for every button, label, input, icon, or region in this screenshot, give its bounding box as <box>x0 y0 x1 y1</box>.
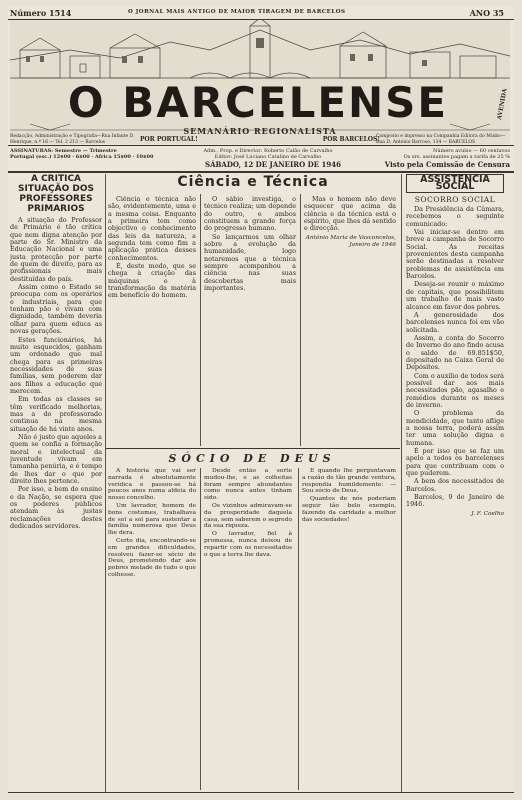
paragraph: Estes funcionários, há muito esquecidos, ganham um ordenado que mal chega para as primeiras necessidades de suas famílias, sem poderem dar aos filhos a educação que merecem. <box>10 335 102 395</box>
price-line: Número avulso — 60 centavos <box>433 148 510 154</box>
paragraph: O lavrador, fiel à promessa, nunca deixou de repartir com os necessitados o que a terra lhe dava. <box>204 531 292 558</box>
admin-address: Redacção, Administração e Tipografia—Rua Infante D. Henrique, n.º 16 — Tel. 2 213 — Barcelos <box>10 134 135 145</box>
paragraph: Ciência e técnica não são, evidentemente, uma e a mesma coisa. Enquanto a primeira tem como objectivo o conhecimento das leis da natureza, a segunda tem como fim a aplicação prática desses conhecimentos. <box>108 196 196 262</box>
paragraph: A bem dos necessitados de Barcelos. <box>406 477 504 493</box>
ciencia-signature: António Maria de Vasconcelos, Janeiro de 1946 <box>305 234 396 249</box>
mottos <box>140 136 380 143</box>
bottom-rule <box>8 792 514 793</box>
paragraph: Em todas as classes se têm verificado melhorias, mas a do professorado continua na mesma situação de há vinte anos. <box>10 395 102 433</box>
newspaper-page <box>8 6 514 794</box>
price-note: Os srs. assinantes pagam a tarifa de 25 % <box>403 154 510 160</box>
motto-right: POR BARCELOS! <box>322 136 380 143</box>
article-assistencia <box>406 174 504 789</box>
article-professores <box>10 174 102 789</box>
info-bar <box>8 146 514 170</box>
paragraph: Certo dia, encontrando-se em grandes dificuldades, resolveu fazer-se sócio de Deus, prometendo dar aos pobres metade de tudo o que colhesse. <box>108 537 196 578</box>
column-rule <box>300 194 301 446</box>
paragraph: Mas o homem não deve esquecer que acima da ciência e da técnica está o espírito, que lhes dá sentido e direcção. <box>304 196 396 233</box>
avenida-label: AVENIDA <box>496 88 509 121</box>
assistencia-subheading: SOCORRO SOCIAL <box>414 194 496 204</box>
column-rule <box>298 468 299 790</box>
paragraph: E quando lhe perguntavam a razão de tão grande ventura, respondia humildemente: — Sou sócio de Deus. <box>302 468 396 495</box>
subscription-labels: ASSINATURAS: Semestre — Trimestre <box>10 148 117 154</box>
subscription-values: Portugal (esc.) 12$00 · 6$00 · Africa 15$00 · 10$00 <box>10 154 154 160</box>
paragraph: Não é justo que aqueles a quem se confia a formação moral e intelectual da juventude vivam em tamanha penúria, e é tempo de lhes dar o que por direito lhes pertence. <box>10 432 102 486</box>
column-rule <box>200 468 201 790</box>
assistencia-heading: ASSISTÊNCIA SOCIAL <box>406 174 504 193</box>
paragraph: Desde então a sorte mudou-lhe, e as colheitas foram sempre abundantes como nunca antes tinham sido. <box>204 468 292 502</box>
masthead-banner <box>10 20 510 144</box>
column-rule <box>200 194 201 446</box>
header-double-rule <box>8 171 514 173</box>
paragraph: A história que vai ser narrada é absolutamente verídica e passou-se há poucos anos numa aldeia do nosso concelho. <box>108 468 196 502</box>
paragraph: Os vizinhos admiravam-se da prosperidade daquela casa, sem saberem o segredo da sua riqueza. <box>204 502 292 530</box>
print-address: Composto e impresso na Companhia Editora do Minho—Rua D. António Barroso, 134 — BARCELOS <box>376 134 506 145</box>
paragraph: Barcelos, 9 de Janeiro de 1946. <box>406 493 504 509</box>
paragraph: Por isso, a bem do ensino e da Nação, se espera que os poderes públicos atendam às justas reclamações destes dedicados servidores. <box>10 485 102 531</box>
socio-col-3 <box>302 468 396 788</box>
paragraph: Quantos de nós poderiam seguir tão belo exemplo, fazendo da caridade a melhor das sociedades! <box>302 496 396 523</box>
issue-year: ANO 35 <box>469 8 504 18</box>
director-line: Adm., Prop. e Director: Roberto Calão de Carvalho <box>203 148 333 154</box>
socio-col-2 <box>204 468 292 788</box>
paragraph: Assim, a conta do Socorro de Inverno do ano findo acusa o saldo de 69.851$50, depositado na Caixa Geral de Depósitos. <box>406 333 504 372</box>
paragraph: Vai iniciar-se dentro em breve a campanha de Socorro Social. As receitas provenientes desta campanha serão destinadas a resolver problemas de assistência em Barcelos. <box>406 228 504 281</box>
ciencia-col-2 <box>204 196 296 446</box>
paragraph: Da Presidência da Câmara, recebemos o seguinte comunicado: <box>406 205 504 228</box>
censorship-note: Visto pela Comissão de Censura <box>384 160 510 169</box>
paragraph: Se lançarmos um olhar sobre a evolução da humanidade, logo notaremos que a técnica sempre acompanhou a ciência nas suas descobertas mais importantes. <box>204 232 296 293</box>
paragraph: Um lavrador, homem de bons costumes, trabalhava de sol a sol para sustentar a família numerosa que Deus lhe dera. <box>108 502 196 537</box>
paragraph: O problema da mendicidade, que tanto aflige a nossa terra, poderá assim ter uma solução digna e humana. <box>406 409 504 447</box>
paragraph: O sábio investiga, o técnico realiza; um depende do outro, e ambos constituem a grande força do progresso humano. <box>204 196 296 233</box>
ciencia-heading: Ciência e Técnica <box>177 174 329 190</box>
socio-heading: SÓCIO DE DEUS <box>168 452 336 465</box>
column-rule <box>105 174 106 792</box>
paragraph: Com o auxílio de todos será possível dar aos mais necessitados pão, agasalho e remédios durante os meses de inverno. <box>406 371 504 409</box>
assistencia-signature: J. F. Coelho <box>471 510 504 517</box>
paragraph: É por isso que se faz um apelo a todos os barcelenses para que contribuam com o que puderem. <box>406 447 504 478</box>
editor-line: Editor: José Luciano Catalino de Carvalho <box>214 154 322 160</box>
newspaper-subtitle: SEMANÁRIO REGIONALISTA <box>183 126 337 136</box>
top-line <box>8 6 514 20</box>
tagline: O JORNAL MAIS ANTIGO DE MAIOR TIRAGEM DE BARCELOS <box>128 9 346 15</box>
paragraph: Deseja-se reunir o máximo de capitais, que possibilitem um trabalho de mais vasto alcance em favor dos pobres. <box>406 280 504 311</box>
socio-col-1 <box>108 468 196 788</box>
column-rule <box>401 174 402 792</box>
issue-date: SÁBADO, 12 DE JANEIRO DE 1946 <box>205 160 341 169</box>
motto-left: POR PORTUGAL! <box>140 136 198 143</box>
paragraph: A situação do Professor de Primário é tão crítica que nem digna atenção por parte do Sr. Ministro da Educação Nacional e uma justa protecção por parte de quem de direito, para as profissionais mais destituídas do país. <box>10 216 102 283</box>
article-heading: A CRITICA SITUAÇÃO DOS PROFESSORES PRIMARIOS <box>18 174 94 214</box>
paragraph: A generosidade dos barcelenses nunca foi em vão solicitada. <box>406 310 504 334</box>
section-rule <box>106 448 400 449</box>
ciencia-col-1 <box>108 196 196 446</box>
ciencia-col-3 <box>304 196 396 446</box>
paragraph: É, deste modo, que se chega à criação das máquinas e à transformação da matéria em benefício do homem. <box>108 262 196 300</box>
issue-number: Número 1514 <box>10 8 72 18</box>
paragraph: Assim como o Estado se preocupa com os operários e industriais, para que tenham pão e vivam com dignidade, também deveria olhar para quem educa as novas gerações. <box>10 283 102 336</box>
newspaper-title: O BARCELENSE <box>67 78 449 127</box>
